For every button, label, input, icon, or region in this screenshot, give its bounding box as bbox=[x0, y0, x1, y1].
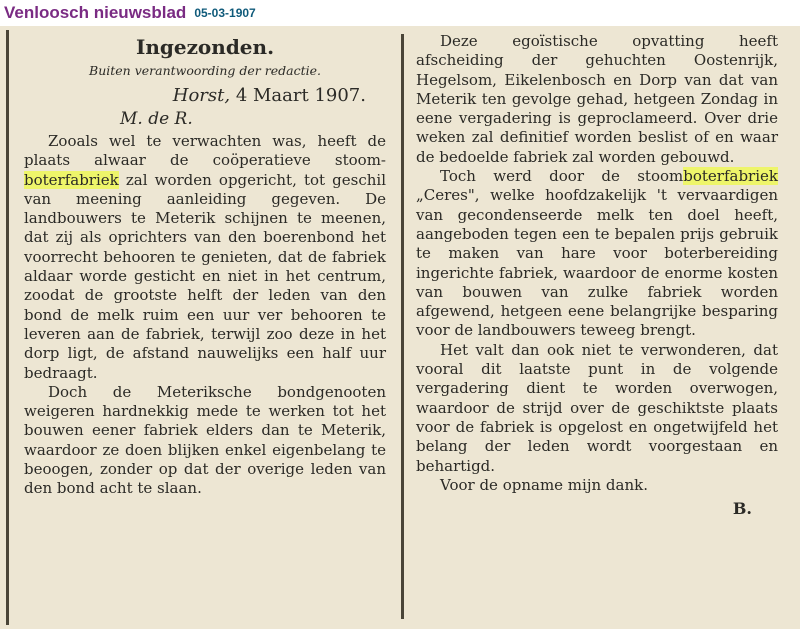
paragraph-right-1: Deze egoïstische opvatting heeft afscheiding der gehuchten Oostenrijk, Hegelsom, Eikelenbosch en Dorp van dat van Meterik ten gevolge gehad, hetgeen Zondag in eene vergadering is geproclameerd. Over drie weken zal definitief worden beslist of en waar de bedoelde fabriek zal worden gebouwd. bbox=[416, 32, 778, 166]
paragraph-right-2 bbox=[416, 167, 778, 341]
search-highlight: boterfabriek bbox=[24, 170, 119, 189]
article-dateline bbox=[24, 84, 386, 108]
dateline-place: Horst, bbox=[172, 85, 231, 106]
signature: B. bbox=[732, 499, 752, 519]
page-header bbox=[0, 0, 800, 26]
paragraph-right-3: Het valt dan ook niet te verwonderen, dat vooral dit laatste punt in de volgende vergadering dient te worden overwogen, waardoor de strijd over de geschiktste plaats voor de fabriek is opgelost en ongetwijfeld het belang der leden wordt voorgestaan en behartigd. bbox=[416, 340, 778, 475]
paragraph-left-2: Doch de Meteriksche bondgenooten weigeren hardnekkig mede te werken tot het bouwen eener fabriek elders dan te Meterik, waardoor ze doen blijken enkel eigenbelang te beoogen, zonder op dat der overige leden van den bond acht te slaan. bbox=[24, 382, 386, 498]
article-column-right bbox=[416, 32, 778, 518]
article-subtitle: Buiten verantwoording der redactie. bbox=[89, 63, 321, 78]
article-title: Ingezonden. bbox=[135, 35, 275, 59]
salutation: M. de R. bbox=[120, 109, 193, 129]
paragraph-text: Toch werd door de stoom bbox=[440, 167, 684, 186]
dateline-date: 4 Maart 1907. bbox=[235, 85, 366, 106]
publication-date: 05-03-1907 bbox=[194, 6, 256, 20]
search-highlight: boterfabriek bbox=[683, 167, 778, 186]
paragraph-left-1 bbox=[24, 132, 386, 383]
paragraph-text: Zooals wel te verwachten was, heeft de plaats alwaar de coöperatieve stoom- bbox=[24, 132, 386, 170]
article-column-left bbox=[24, 34, 386, 499]
paragraph-text: „Ceres", welke hoofdzakelijk 't vervaardigen van gecondenseerde melk ten doel heeft, aangeboden tegen een te bepalen prijs gebruik te maken van hare voor boterbereiding ingerichte fabriek, waardoor de enorme kosten van bouwen van zulke fabriek worden afgewend, hetgeen eene belangrijke besparing voor de landbouwers teweeg brengt. bbox=[416, 186, 778, 340]
newspaper-name[interactable]: Venloosch nieuwsblad bbox=[4, 3, 187, 22]
paragraph-text: zal worden opgericht, tot geschil van meening aanleiding gegeven. De landbouwers te Meterik schijnen te meenen, dat zij als oprichters van den boerenbond het voorrecht behooren te genieten, dat de fabriek aldaar worde gesticht en niet in het centrum, zoodat de grootste helft der leden van den bond de melk ruim een uur ver behooren te leveren aan de fabriek, terwijl zoo deze in het dorp ligt, de afstand nauwelijks een half uur bedraagt. bbox=[24, 170, 386, 382]
column-rule-middle bbox=[401, 34, 404, 619]
paragraph-right-4: Voor de opname mijn dank. bbox=[440, 475, 648, 494]
newspaper-clipping bbox=[0, 26, 800, 629]
column-rule-left bbox=[6, 30, 9, 625]
